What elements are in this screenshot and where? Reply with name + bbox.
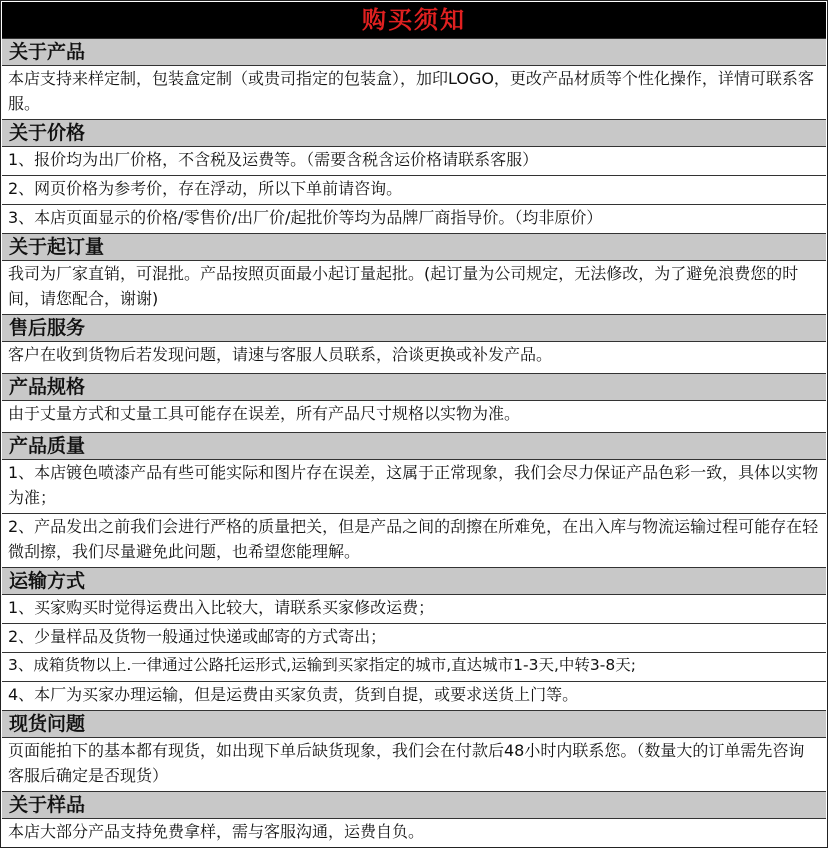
section-text: 3、成箱货物以上.一律通过公路托运形式,运输到买家指定的城市,直达城市1-3天,中转3-8天; [2, 652, 826, 681]
section-header-moq: 关于起订量 [2, 233, 826, 260]
page-title: 购买须知 [2, 2, 826, 38]
section-text: 2、少量样品及货物一般通过快递或邮寄的方式寄出； [2, 623, 826, 652]
section-text: 2、产品发出之前我们会进行严格的质量把关，但是产品之间的刮擦在所难免，在出入库与物流运输过程可能存在轻微刮擦，我们尽量避免此问题，也希望您能理解。 [2, 513, 826, 567]
section-header-stock: 现货问题 [2, 710, 826, 737]
section-header-quality: 产品质量 [2, 432, 826, 459]
section-text: 1、报价均为出厂价格，不含税及运费等。（需要含税含运价格请联系客服） [2, 146, 826, 175]
section-header-samples: 关于样品 [2, 791, 826, 818]
section-header-specs: 产品规格 [2, 373, 826, 400]
section-text: 1、买家购买时觉得运费出入比较大，请联系买家修改运费； [2, 594, 826, 623]
section-text: 由于丈量方式和丈量工具可能存在误差，所有产品尺寸规格以实物为准。 [2, 400, 826, 432]
section-text: 客户在收到货物后若发现问题，请速与客服人员联系，洽谈更换或补发产品。 [2, 341, 826, 373]
section-header-after-sales: 售后服务 [2, 314, 826, 341]
section-text: 2、网页价格为参考价，存在浮动，所以下单前请咨询。 [2, 175, 826, 204]
section-text: 页面能拍下的基本都有现货，如出现下单后缺货现象，我们会在付款后48小时内联系您。（数量大的订单需先咨询客服后确定是否现货） [2, 737, 826, 791]
section-text: 4、本厂为买家办理运输，但是运费由买家负责，货到自提，或要求送货上门等。 [2, 681, 826, 710]
section-text: 本店大部分产品支持免费拿样，需与客服沟通，运费自负。 [2, 818, 826, 847]
section-header-product: 关于产品 [2, 38, 826, 65]
section-text: 3、本店页面显示的价格/零售价/出厂价/起批价等均为品牌厂商指导价。（均非原价） [2, 204, 826, 233]
section-text: 本店支持来样定制，包装盒定制（或贵司指定的包装盒），加印LOGO，更改产品材质等个性化操作，详情可联系客服。 [2, 65, 826, 119]
section-text: 1、本店镀色喷漆产品有些可能实际和图片存在误差，这属于正常现象，我们会尽力保证产品色彩一致，具体以实物为准； [2, 459, 826, 513]
section-header-price: 关于价格 [2, 119, 826, 146]
section-text: 我司为厂家直销，可混批。产品按照页面最小起订量起批。(起订量为公司规定，无法修改，为了避免浪费您的时间，请您配合，谢谢) [2, 260, 826, 314]
section-header-shipping: 运输方式 [2, 567, 826, 594]
